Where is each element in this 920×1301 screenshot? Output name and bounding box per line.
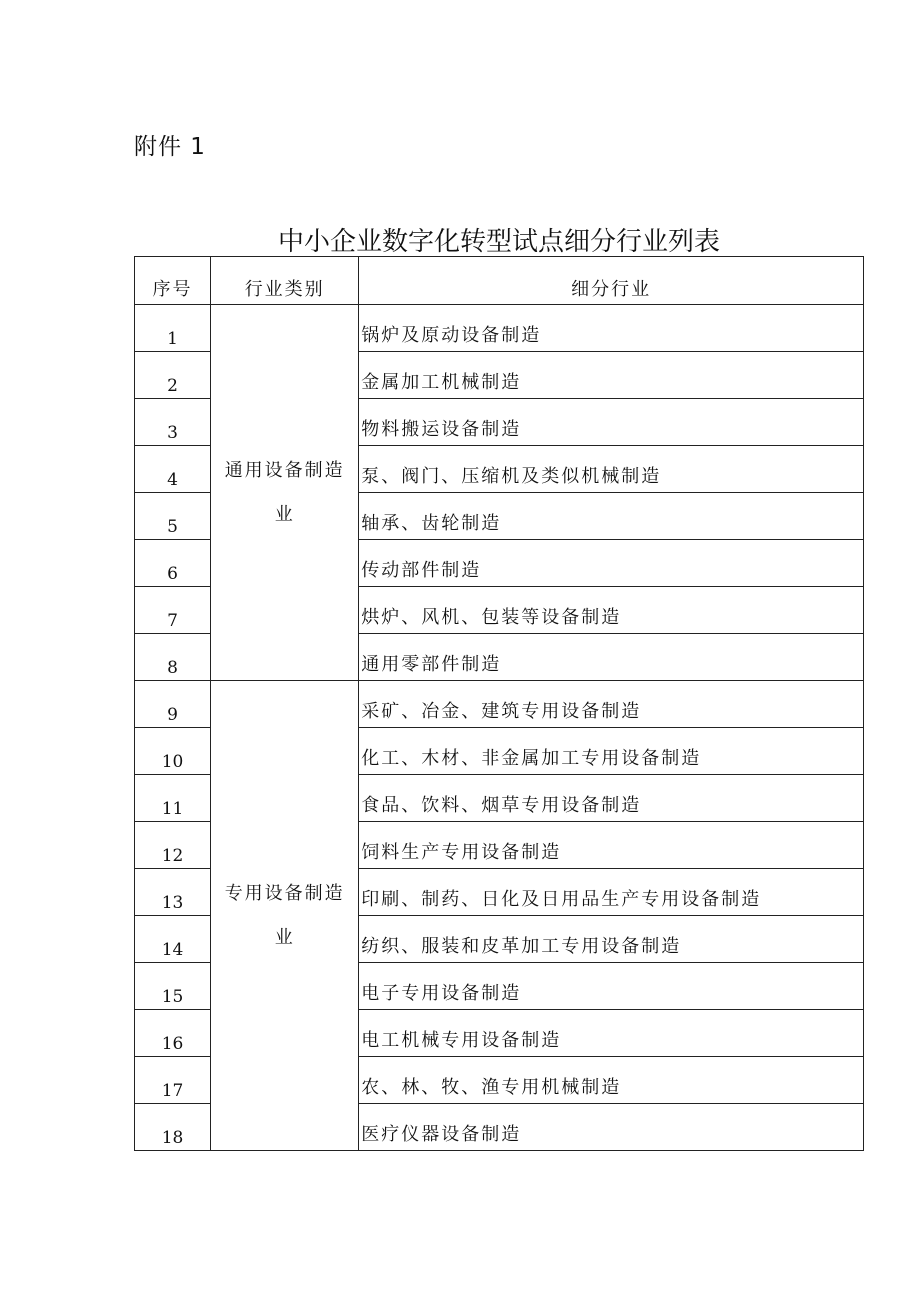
row-seq: 17 xyxy=(135,1057,211,1104)
row-seq: 10 xyxy=(135,728,211,775)
table-header-row xyxy=(135,257,864,305)
row-sub-industry: 印刷、制药、日化及日用品生产专用设备制造 xyxy=(359,869,864,916)
row-seq: 1 xyxy=(135,305,211,352)
row-sub-industry: 医疗仪器设备制造 xyxy=(359,1104,864,1151)
row-sub-industry: 烘炉、风机、包装等设备制造 xyxy=(359,587,864,634)
row-sub-industry: 电工机械专用设备制造 xyxy=(359,1010,864,1057)
category-cell: 通用设备制造业 xyxy=(211,305,359,681)
row-seq: 2 xyxy=(135,352,211,399)
row-seq: 7 xyxy=(135,587,211,634)
header-sub-industry: 细分行业 xyxy=(359,257,864,305)
row-sub-industry: 食品、饮料、烟草专用设备制造 xyxy=(359,775,864,822)
attachment-label: 附件 1 xyxy=(134,134,206,160)
row-seq: 11 xyxy=(135,775,211,822)
row-seq: 18 xyxy=(135,1104,211,1151)
row-seq: 8 xyxy=(135,634,211,681)
row-seq: 4 xyxy=(135,446,211,493)
document-title: 中小企业数字化转型试点细分行业列表 xyxy=(277,227,720,257)
header-seq: 序号 xyxy=(135,257,211,305)
row-sub-industry: 物料搬运设备制造 xyxy=(359,399,864,446)
row-sub-industry: 化工、木材、非金属加工专用设备制造 xyxy=(359,728,864,775)
table-body xyxy=(135,305,864,1151)
header-category: 行业类别 xyxy=(211,257,359,305)
row-seq: 14 xyxy=(135,916,211,963)
row-sub-industry: 轴承、齿轮制造 xyxy=(359,493,864,540)
row-seq: 13 xyxy=(135,869,211,916)
row-sub-industry: 金属加工机械制造 xyxy=(359,352,864,399)
table-row xyxy=(135,305,864,352)
category-cell: 专用设备制造业 xyxy=(211,681,359,1151)
industry-table xyxy=(134,256,864,1151)
row-sub-industry: 泵、阀门、压缩机及类似机械制造 xyxy=(359,446,864,493)
row-sub-industry: 农、林、牧、渔专用机械制造 xyxy=(359,1057,864,1104)
row-sub-industry: 传动部件制造 xyxy=(359,540,864,587)
row-sub-industry: 通用零部件制造 xyxy=(359,634,864,681)
row-seq: 15 xyxy=(135,963,211,1010)
row-sub-industry: 采矿、冶金、建筑专用设备制造 xyxy=(359,681,864,728)
row-sub-industry: 锅炉及原动设备制造 xyxy=(359,305,864,352)
row-sub-industry: 饲料生产专用设备制造 xyxy=(359,822,864,869)
row-seq: 3 xyxy=(135,399,211,446)
row-sub-industry: 纺织、服装和皮革加工专用设备制造 xyxy=(359,916,864,963)
table-row xyxy=(135,681,864,728)
row-sub-industry: 电子专用设备制造 xyxy=(359,963,864,1010)
row-seq: 5 xyxy=(135,493,211,540)
row-seq: 12 xyxy=(135,822,211,869)
row-seq: 9 xyxy=(135,681,211,728)
row-seq: 6 xyxy=(135,540,211,587)
row-seq: 16 xyxy=(135,1010,211,1057)
